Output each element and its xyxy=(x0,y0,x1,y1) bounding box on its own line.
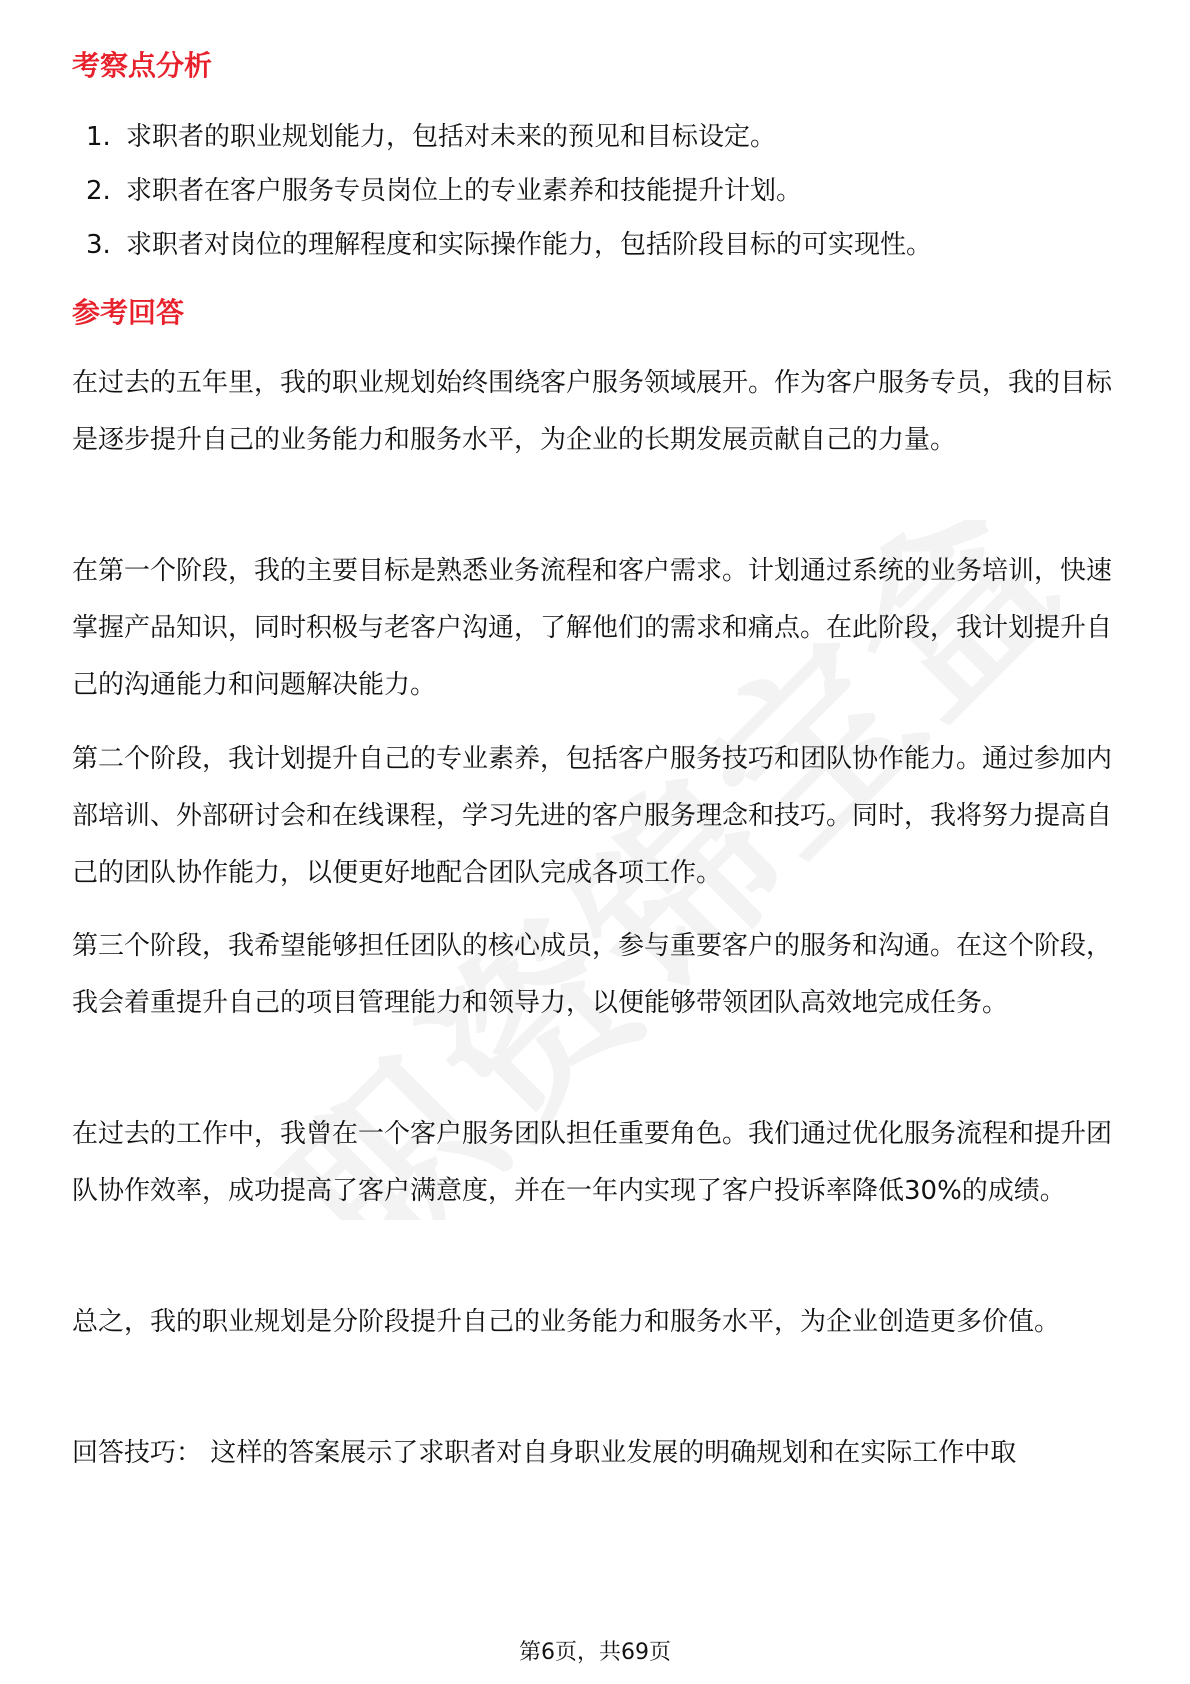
page-number-footer: 第6页，共69页 xyxy=(519,1640,671,1665)
paragraph-stage-2: 第二个阶段，我计划提升自己的专业素养，包括客户服务技巧和团队协作能力。通过参加内部培训、外部研讨会和在线课程，学习先进的客户服务理念和技巧。同时，我将努力提高自己的团队协作能力，以便更好地配合团队完成各项工作。 xyxy=(72,744,1113,888)
answer-heading: 参考回答 xyxy=(72,296,185,329)
analysis-heading: 考察点分析 xyxy=(72,49,213,82)
paragraph-summary: 总之，我的职业规划是分阶段提升自己的业务能力和服务水平，为企业创造更多价值。 xyxy=(72,1307,1061,1337)
analysis-item-2 xyxy=(86,171,802,211)
list-number: 3. xyxy=(86,230,111,260)
analysis-item-1 xyxy=(86,117,776,157)
paragraph-stage-3: 第三个阶段，我希望能够担任团队的核心成员，参与重要客户的服务和沟通。在这个阶段，我会着重提升自己的项目管理能力和领导力，以便能够带领团队高效地完成任务。 xyxy=(72,931,1113,1018)
paragraph-experience: 在过去的工作中，我曾在一个客户服务团队担任重要角色。我们通过优化服务流程和提升团队协作效率，成功提高了客户满意度，并在一年内实现了客户投诉率降低30%的成绩。 xyxy=(72,1119,1113,1206)
list-text: 求职者的职业规划能力，包括对未来的预见和目标设定。 xyxy=(126,122,777,152)
paragraph-stage-1: 在第一个阶段，我的主要目标是熟悉业务流程和客户需求。计划通过系统的业务培训，快速掌握产品知识，同时积极与老客户沟通，了解他们的需求和痛点。在此阶段，我计划提升自己的沟通能力和问题解决能力。 xyxy=(72,556,1113,700)
paragraph-tip: 回答技巧： 这样的答案展示了求职者对自身职业发展的明确规划和在实际工作中取 xyxy=(72,1438,1017,1468)
list-number: 1. xyxy=(86,122,111,152)
list-text: 求职者对岗位的理解程度和实际操作能力，包括阶段目标的可实现性。 xyxy=(126,230,933,260)
list-text: 求职者在客户服务专员岗位上的专业素养和技能提升计划。 xyxy=(126,176,803,206)
analysis-item-3 xyxy=(86,225,932,265)
list-number: 2. xyxy=(86,176,111,206)
paragraph-intro: 在过去的五年里，我的职业规划始终围绕客户服务领域展开。作为客户服务专员，我的目标是逐步提升自己的业务能力和服务水平，为企业的长期发展贡献自己的力量。 xyxy=(72,368,1113,455)
